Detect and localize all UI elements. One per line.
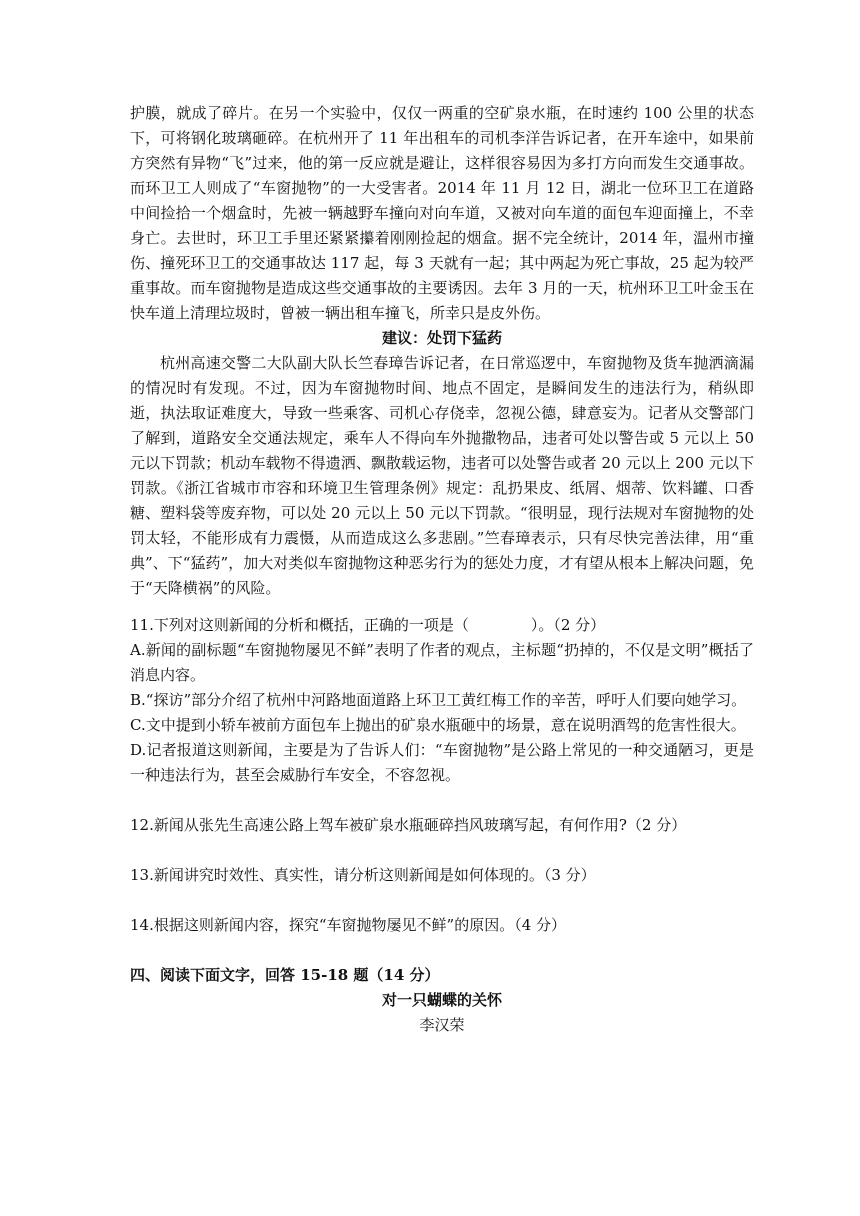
article-paragraph-2: 杭州高速交警二大队副大队长竺春璋告诉记者，在日常巡逻中，车窗抛物及货车抛洒滴漏的情况时有发现。不过，因为车窗抛物时间、地点不固定，是瞬间发生的违法行为，稍纵即逝，执法取证难度大，导致一些乘客、司机心存侥幸，忽视公德，肆意妄为。记者从交警部门了解到，道路安全交通法规定，乘车人不得向车外抛撒物品，违者可处以警告或 5 元以上 50 元以下罚款；机动车载物不得遗洒、飘散载运物，违者可以处警告或者 20 元以上 200 元以下罚款。《浙江省城市市容和环境卫生管理条例》规定：乱扔果皮、纸屑、烟蒂、饮料罐、口香糖、塑料袋等废弃物，可以处 20 元以上 50 元以下罚款。“很明显，现行法规对车窗抛物的处罚太轻，不能形成有力震慑，从而造成这么多悲剧。”竺春璋表示，只有尽快完善法律，用“重典”、下“猛药”，加大对类似车窗抛物这种恶劣行为的惩处力度，才有望从根本上解决问题，免于“天降横祸”的风险。 <box>130 354 754 597</box>
question-11-stem-before: 11.下列对这则新闻的分析和概括，正确的一项是（ <box>130 616 469 634</box>
section-4-heading: 四、阅读下面文字，回答 15-18 题（14 分） <box>130 966 440 984</box>
essay-author: 李汉荣 <box>419 1016 465 1034</box>
question-12: 12.新闻从张先生高速公路上驾车被矿泉水瓶砸碎挡风玻璃写起，有何作用?（2 分） <box>130 816 687 834</box>
question-11-stem-after: ）。（2 分） <box>530 616 606 634</box>
question-14: 14.根据这则新闻内容，探究“车窗抛物屡见不鲜”的原因。（4 分） <box>130 916 567 934</box>
question-11-option-b: B.“探访”部分介绍了杭州中河路地面道路上环卫工黄红梅工作的辛苦，呼吁人们要向她学习。 <box>130 691 747 709</box>
question-11-option-a: A.新闻的副标题“车窗抛物屡见不鲜”表明了作者的观点，主标题“扔掉的，不仅是文明”概括了消息内容。 <box>130 641 754 684</box>
spacer <box>130 788 754 813</box>
spacer <box>130 938 754 963</box>
question-11-option-d: D.记者报道这则新闻，主要是为了告诉人们：“车窗抛物”是公路上常见的一种交通陋习，更是一种违法行为，甚至会威胁行车安全，不容忽视。 <box>130 741 754 784</box>
essay-title: 对一只蝴蝶的关怀 <box>381 991 502 1009</box>
question-13: 13.新闻讲究时效性、真实性，请分析这则新闻是如何体现的。（3 分） <box>130 866 596 884</box>
question-11-option-c: C.文中提到小轿车被前方面包车上抛出的矿泉水瓶砸中的场景，意在说明酒驾的危害性很大。 <box>130 716 746 734</box>
section-heading-suggestion: 建议：处罚下猛药 <box>381 329 502 347</box>
question-11-stem <box>130 613 754 638</box>
spacer <box>130 888 754 913</box>
spacer <box>130 838 754 863</box>
spacer <box>130 601 754 613</box>
article-paragraph-1: 护膜，就成了碎片。在另一个实验中，仅仅一两重的空矿泉水瓶，在时速约 100 公里的状态下，可将钢化玻璃砸碎。在杭州开了 11 年出租车的司机李洋告诉记者，在开车途中，如果前方突然有异物“飞”过来，他的第一反应就是避让，这样很容易因为多打方向而发生交通事故。而环卫工人则成了“车窗抛物”的一大受害者。2014 年 11 月 12 日，湖北一位环卫工在道路中间捡拾一个烟盒时，先被一辆越野车撞向对向车道，又被对向车道的面包车迎面撞上，不幸身亡。去世时，环卫工手里还紧紧攥着刚刚捡起的烟盒。据不完全统计，2014 年，温州市撞伤、撞死环卫工的交通事故达 117 起，每 3 天就有一起；其中两起为死亡事故，25 起为较严重事故。而车窗抛物是造成这些交通事故的主要诱因。去年 3 月的一天，杭州环卫工叶金玉在快车道上清理垃圾时，曾被一辆出租车撞飞，所幸只是皮外伤。 <box>130 104 754 322</box>
